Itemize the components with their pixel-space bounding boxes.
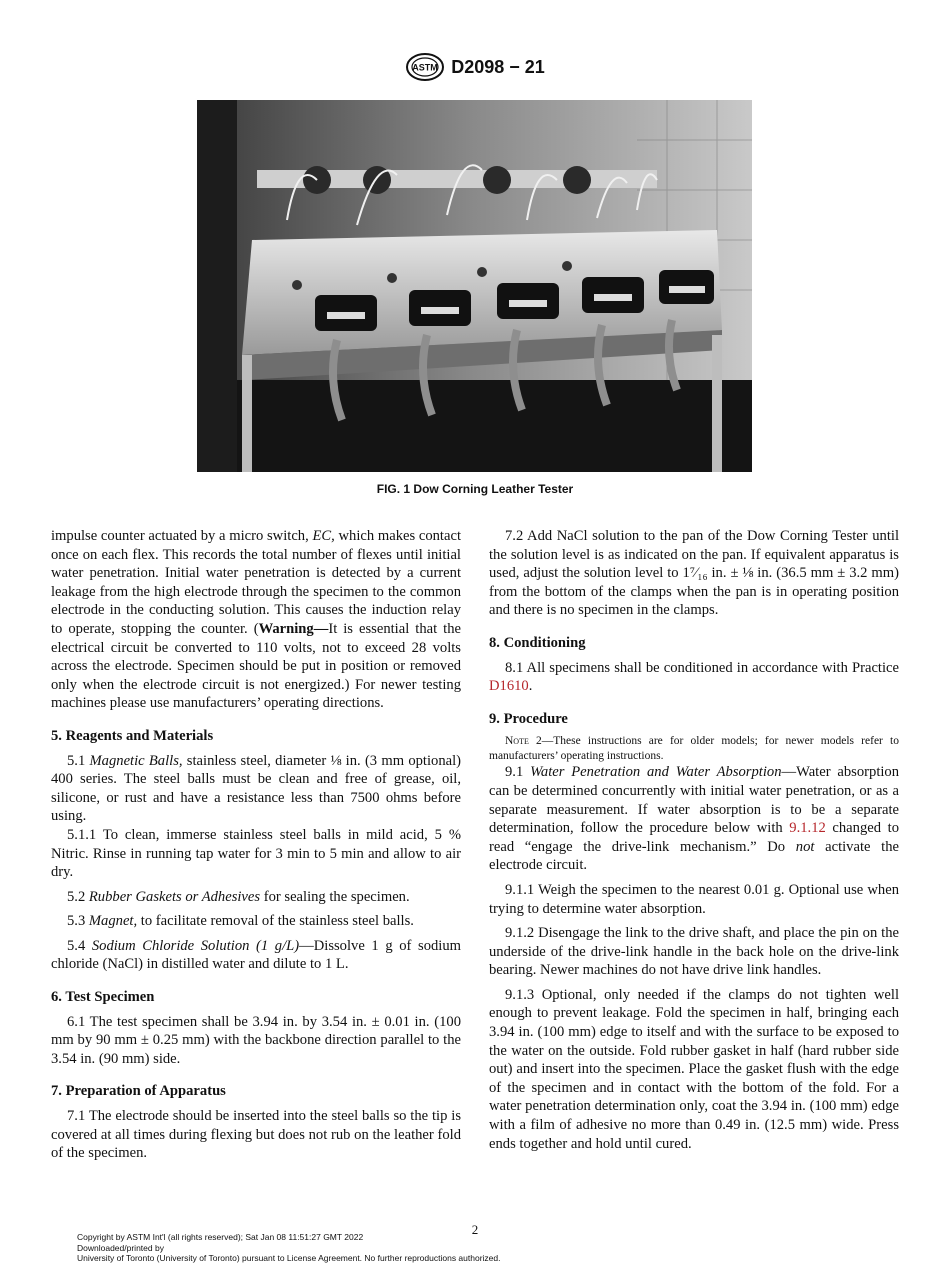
section-9-1-12-link[interactable]: 9.1.12 xyxy=(789,820,826,837)
page-number: 2 xyxy=(471,1222,479,1237)
paragraph-9-1-2: 9.1.2 Disengage the link to the drive shaft, and place the pin on the underside of the drive-link handle in the back hole on the drive-link bearing. Newer machines do not have drive link handles. xyxy=(489,925,899,979)
right-column xyxy=(489,527,899,1153)
paragraph-5-4: 5.4 Sodium Chloride Solution (1 g/L)—Dissolve 1 g of sodium chloride (NaCl) in distilled water and dilute to 1 L. xyxy=(51,937,462,973)
leather-tester-photo xyxy=(197,100,752,472)
astm-logo-icon xyxy=(405,52,445,82)
paragraph-5-1: 5.1 Magnetic Balls, stainless steel, diameter ⅛ in. (3 mm optional) 400 series. The steel balls must be clean and free of grease, oil, silicone, or rust and have a resistance less than 7500 ohms before using. xyxy=(51,752,462,825)
paragraph-9-1-3: 9.1.3 Optional, only needed if the clamps do not tighten well enough to prevent leakage. Fold the specimen in half, bringing each 3.94 in. (100 mm) edge to itself and with the surface to be exposed to the water on the outside. Fold rubber gasket in half (hard rubber side out) and insert into the specimen. Place the gasket flush with the edge of the specimen and in contact with the bottom of the fold. For a water penetration determination only, coat the 3.94 in. (100 mm) edge with a film of adhesive no more than 0.49 in. (12.5 mm) wide. Press ends together and hold until cured. xyxy=(489,986,899,1152)
paragraph-9-1: 9.1 Water Penetration and Water Absorption—Water absorption can be determined concurrently with initial water penetration, or as a separate measurement. If water absorption is to be a separate determination, follow the procedure below with 9.1.12 changed to read “engage the drive-link mechanism.” Do not activate the electrode circuit. xyxy=(489,764,900,874)
paragraph-5-3: 5.3 Magnet, to facilitate removal of the stainless steel balls. xyxy=(67,913,414,930)
paragraph-8-1: 8.1 All specimens shall be conditioned in accordance with Practice D1610. xyxy=(489,659,899,695)
paragraph-5-1-1: 5.1.1 To clean, immerse stainless steel balls in mild acid, 5 % Nitric. Rinse in running tap water for 3 min to 5 min and allow to air dry. xyxy=(51,826,461,881)
figure-caption: FIG. 1 Dow Corning Leather Tester xyxy=(376,482,574,496)
paragraph-6-1: 6.1 The test specimen shall be 3.94 in. by 3.54 in. ± 0.01 in. (100 mm by 90 mm ± 0.25 mm) with the backbone direction parallel to the 3.54 in. (90 mm) side. xyxy=(51,1013,461,1067)
copyright-footer xyxy=(77,1232,777,1264)
svg-text:ASTM: ASTM xyxy=(412,62,438,73)
section-6-title: 6. Test Specimen xyxy=(51,989,155,1006)
footer-line-3: University of Toronto (University of Toronto) pursuant to License Agreement. No further reproductions authorized. xyxy=(77,1253,501,1263)
footer-line-2: Downloaded/printed by xyxy=(77,1242,164,1253)
document-number: D2098 − 21 xyxy=(451,56,545,77)
paragraph-7-1: 7.1 The electrode should be inserted into the steel balls so the tip is covered at all times during flexing but does not rub on the leather fold of the specimen. xyxy=(51,1108,461,1162)
note-2: Note 2—These instructions are for older models; for newer models refer to manufacturers’ operating instructions. xyxy=(489,735,899,762)
left-column xyxy=(51,527,461,1163)
section-8-title: 8. Conditioning xyxy=(489,634,586,651)
paragraph-intro: impulse counter actuated by a micro switch, EC, which makes contact once on each flex. This records the total number of flexes until initial water penetration. Initial water penetration is detected by a current leakage from the high electrode through the specimen to the common electrode in the conducting solution. This causes the induction relay to operate, stopping the counter. (Warning—It is essential that the electrical circuit be converted to 110 volts, not to exceed 28 volts across the electrode. Specimen should be put in position or removed only when the electrode circuit is not energized.) For newer testing machines please use manufacturers’ operating directions. xyxy=(51,528,461,712)
paragraph-9-1-1: 9.1.1 Weigh the specimen to the nearest 0.01 g. Optional use when trying to determine water absorption. xyxy=(489,881,899,917)
footer-line-1: Copyright by ASTM Int'l (all rights reserved); Sat Jan 08 11:51:27 GMT 2022 xyxy=(77,1232,364,1242)
section-5-title: 5. Reagents and Materials xyxy=(51,727,214,744)
section-9-title: 9. Procedure xyxy=(489,710,568,727)
figure-photo xyxy=(197,100,752,472)
page-header xyxy=(0,52,950,82)
paragraph-5-2: 5.2 Rubber Gaskets or Adhesives for sealing the specimen. xyxy=(67,888,410,905)
section-7-title: 7. Preparation of Apparatus xyxy=(51,1083,226,1100)
paragraph-7-2: 7.2 Add NaCl solution to the pan of the Dow Corning Tester until the solution level is as indicated on the pan. If equivalent apparatus is used, adjust the solution level to 1⁷⁄₁₆ in. ± ⅛ in. (36.5 mm ± 3.2 mm) from the bottom of the clamps when the pan is in operating position and there is no specimen in the clamps. xyxy=(489,528,899,619)
d1610-link[interactable]: D1610 xyxy=(489,678,529,695)
